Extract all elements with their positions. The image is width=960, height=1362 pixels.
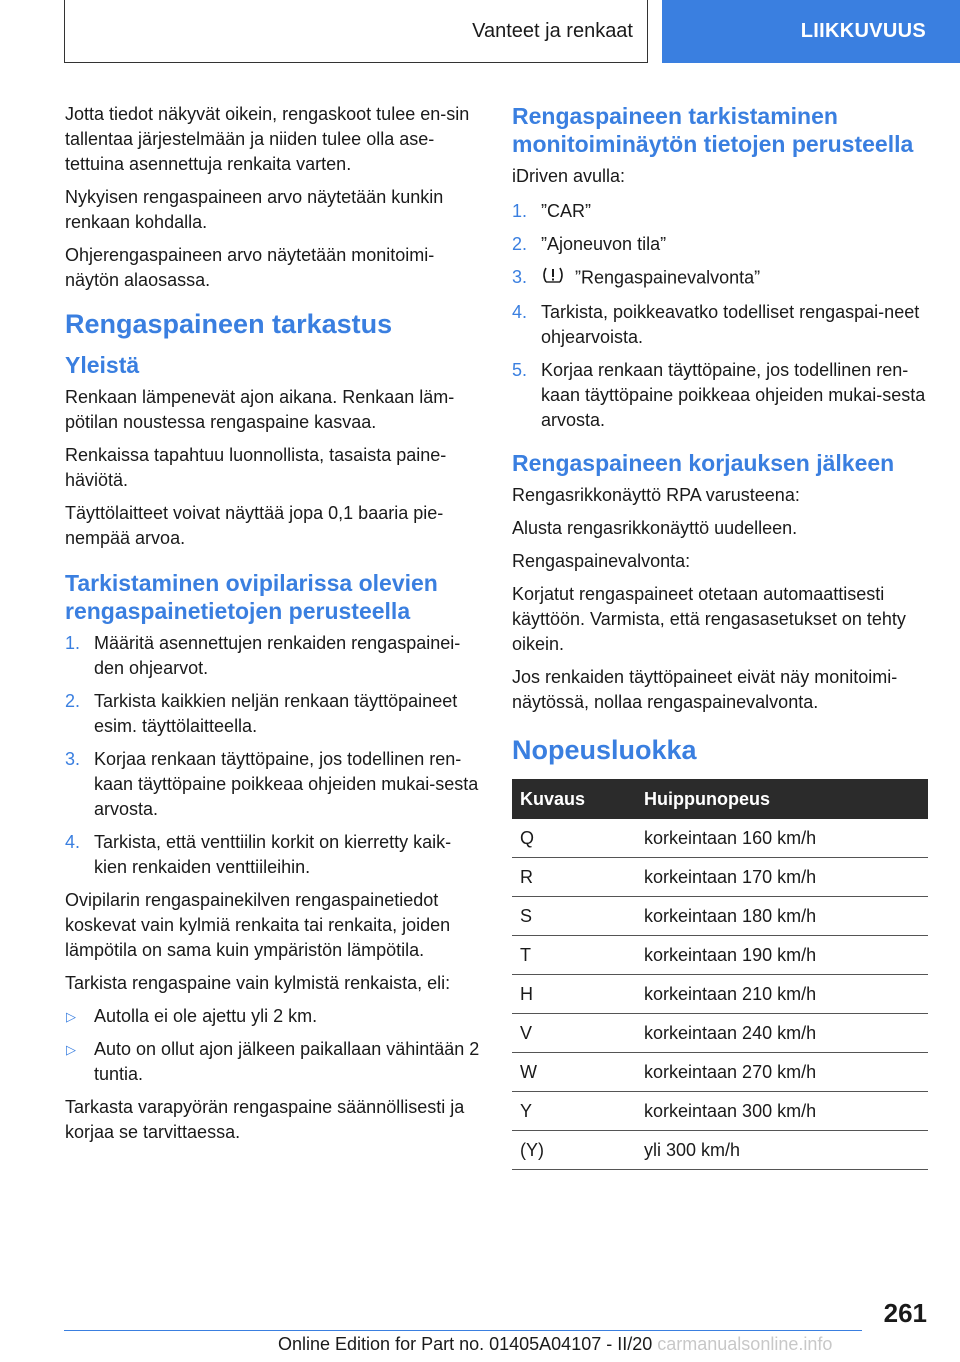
- heading-general: Yleistä: [65, 352, 140, 378]
- pillar-paragraph: Tarkista rengaspaine vain kylmistä renkaista, eli:: [65, 973, 451, 993]
- after-paragraph: Rengasrikkonäyttö RPA varusteena:: [512, 485, 800, 505]
- triangle-bullet-icon: ▷: [66, 1042, 76, 1057]
- header-section-box: [64, 0, 648, 63]
- header-section-title: Vanteet ja renkaat: [472, 19, 633, 42]
- list-item: 5. Korjaa renkaan täyttöpaine, jos todellinen ren-kaan täyttöpaine poikkeaa ohjeiden mukai-sesta arvosta.: [512, 360, 926, 430]
- pillar-steps-list: [65, 631, 483, 880]
- speed-rating-table: [512, 779, 928, 1170]
- footer-edition: [278, 1334, 832, 1355]
- column-header: Huippunopeus: [636, 779, 928, 819]
- table-row: V korkeintaan 240 km/h: [512, 1014, 928, 1053]
- page-number: 261: [883, 1298, 927, 1328]
- table-row: W korkeintaan 270 km/h: [512, 1053, 928, 1092]
- table-row: R korkeintaan 170 km/h: [512, 858, 928, 897]
- list-item: ▷ Autolla ei ole ajettu yli 2 km.: [65, 1004, 483, 1029]
- after-paragraph: Korjatut rengaspaineet otetaan automaattisesti käyttöön. Varmista, että rengasasetukset on tehty oikein.: [512, 584, 906, 654]
- footer-edition-text: Online Edition for Part no. 01405A04107 - II/20: [278, 1334, 653, 1354]
- general-paragraph: Renkaan lämpenevät ajon aikana. Renkaan läm-pötilan noustessa rengaspaine kasvaa.: [65, 387, 455, 432]
- list-item: 3. ”Rengaspainevalvonta”: [512, 265, 932, 292]
- list-item: 4. Tarkista, että venttiilin korkit on kierretty kaik-kien renkaiden venttiileihin.: [65, 832, 452, 877]
- general-paragraph: Täyttölaitteet voivat näyttää jopa 0,1 baaria pie-nempää arvoa.: [65, 503, 444, 548]
- column-header: Kuvaus: [512, 779, 636, 819]
- intro-paragraph: Jotta tiedot näkyvät oikein, rengaskoot tulee en-sin tallentaa järjestelmään ja niiden tulee olla ase-tettuina asennettuja renkaita varten.: [65, 104, 470, 174]
- heading-speed-rating: Nopeusluokka: [512, 735, 697, 765]
- heading-pressure-check: Rengaspaineen tarkastus: [65, 309, 393, 339]
- list-item: 2. ”Ajoneuvon tila”: [512, 234, 667, 254]
- right-column: [512, 102, 932, 1170]
- header-chapter-tab: [662, 0, 960, 63]
- table-header-row: [512, 779, 928, 819]
- table-row: T korkeintaan 190 km/h: [512, 936, 928, 975]
- pillar-paragraph: Tarkasta varapyörän rengaspaine säännöllisesti ja korjaa se tarvittaessa.: [65, 1097, 465, 1142]
- list-item: 4. Tarkista, poikkeavatko todelliset rengaspai-neet ohjearvoista.: [512, 302, 920, 347]
- heading-after-correction: Rengaspaineen korjauksen jälkeen: [512, 450, 895, 476]
- heading-monitor-check: Rengaspaineen tarkistaminen monitoiminäytön tietojen perusteella: [512, 103, 914, 157]
- general-paragraph: Renkaissa tapahtuu luonnollista, tasaista paine-häviötä.: [65, 445, 447, 490]
- table-row: Y korkeintaan 300 km/h: [512, 1092, 928, 1131]
- monitor-steps-list: [512, 199, 932, 433]
- heading-door-pillar-check: Tarkistaminen ovipilarissa olevien rengaspainetietojen perusteella: [65, 570, 438, 624]
- table-row: (Y) yli 300 km/h: [512, 1131, 928, 1170]
- pillar-paragraph: Ovipilarin rengaspainekilven rengaspainetiedot koskevat vain kylmiä renkaita tai renkaita, joiden lämpötila on sama kuin ympäristön lämpötila.: [65, 890, 451, 960]
- list-item: 1. ”CAR”: [512, 201, 591, 221]
- tpms-warning-icon: [541, 265, 565, 292]
- table-row: H korkeintaan 210 km/h: [512, 975, 928, 1014]
- header-chapter-title: LIIKKUVUUS: [800, 20, 926, 42]
- list-item: 3. Korjaa renkaan täyttöpaine, jos todellinen ren-kaan täyttöpaine poikkeaa ohjeiden mukai-sesta arvosta.: [65, 749, 479, 819]
- list-item: ▷ Auto on ollut ajon jälkeen paikallaan vähintään 2 tuntia.: [66, 1039, 480, 1084]
- table-row: Q korkeintaan 160 km/h: [512, 819, 928, 858]
- list-item: 2. Tarkista kaikkien neljän renkaan täyttöpaineet esim. täyttölaitteella.: [65, 691, 458, 736]
- footer-watermark: carmanualsonline.info: [657, 1334, 833, 1354]
- table-row: S korkeintaan 180 km/h: [512, 897, 928, 936]
- monitor-lead: iDriven avulla:: [512, 166, 626, 186]
- footer-divider: [64, 1330, 862, 1331]
- after-paragraph: Jos renkaiden täyttöpaineet eivät näy monitoimi-näytössä, nollaa rengaspainevalvonta.: [512, 667, 898, 712]
- left-column: [65, 102, 483, 1153]
- cold-tire-bullets: [65, 1004, 483, 1087]
- after-paragraph: Rengaspainevalvonta:: [512, 551, 691, 571]
- list-item: 1. Määritä asennettujen renkaiden rengaspainei-den ohjearvot.: [65, 633, 461, 678]
- intro-paragraph: Ohjerengaspaineen arvo näytetään monitoimi-näytön alaosassa.: [65, 245, 435, 290]
- intro-paragraph: Nykyisen rengaspaineen arvo näytetään kunkin renkaan kohdalla.: [65, 187, 444, 232]
- triangle-bullet-icon: ▷: [66, 1009, 76, 1024]
- after-paragraph: Alusta rengasrikkonäyttö uudelleen.: [512, 518, 798, 538]
